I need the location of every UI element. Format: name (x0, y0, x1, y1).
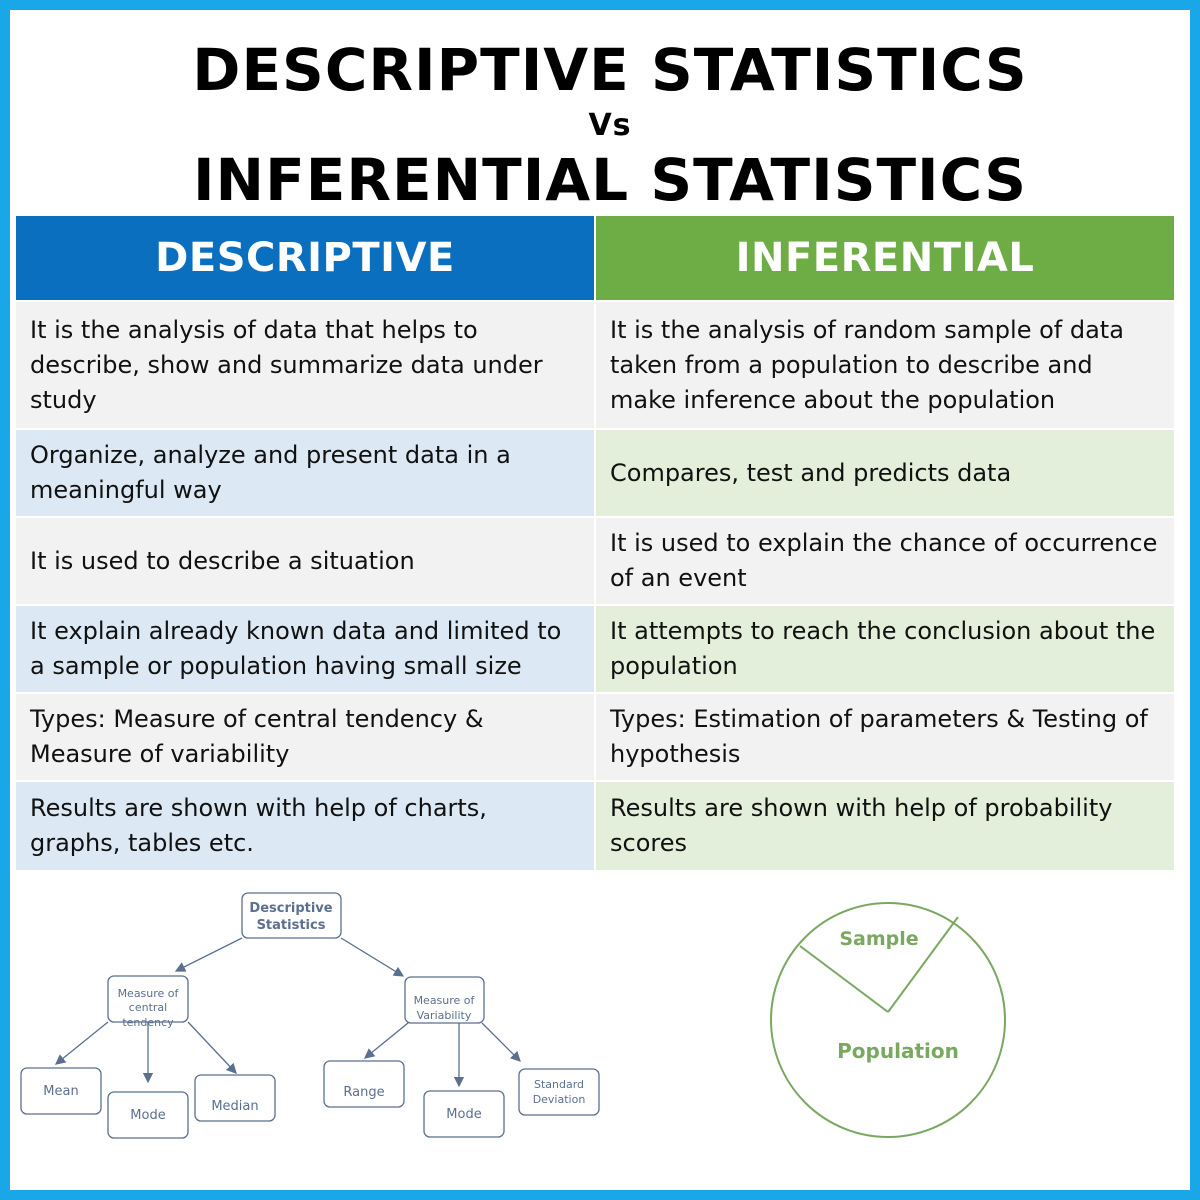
tree-range-label: Range (343, 1085, 385, 1100)
tree-mode-2-label: Mode (446, 1107, 482, 1122)
tree-root-line-2: Statistics (256, 918, 326, 933)
title-vs: Vs (588, 108, 632, 143)
inferential-row-6: Results are shown with help of probability scores (596, 782, 1174, 870)
inferential-row-4: It attempts to reach the conclusion about the population (596, 606, 1174, 692)
tree-node-median (195, 1075, 275, 1121)
inferential-row-1: It is the analysis of random sample of data taken from a population to describe and make inference about the population (596, 302, 1174, 428)
tree-mean-label: Mean (43, 1084, 79, 1099)
descriptive-row-1: It is the analysis of data that helps to describe, show and summarize data under study (16, 302, 594, 428)
title-line-1: DESCRIPTIVE STATISTICS (192, 36, 1028, 104)
title-line-2: INFERENTIAL STATISTICS (192, 146, 1028, 214)
tree-std-line-2: Deviation (532, 1093, 586, 1106)
tree-variability-line-2: Variability (416, 1009, 472, 1022)
tree-central-line-1: Measure of (117, 987, 179, 1000)
descriptive-row-3: It is used to describe a situation (16, 518, 594, 604)
descriptive-row-2: Organize, analyze and present data in a meaningful way (16, 430, 594, 516)
tree-std-line-1: Standard (533, 1078, 585, 1091)
tree-mode-1-label: Mode (130, 1108, 166, 1123)
tree-median-label: Median (211, 1099, 259, 1114)
tree-central-line-3: tendency (122, 1016, 174, 1029)
sample-label: Sample (839, 928, 919, 950)
descriptive-row-6: Results are shown with help of charts, graphs, tables etc. (16, 782, 594, 870)
sample-slice-line-left (800, 946, 888, 1012)
sample-population-diagram (750, 890, 1040, 1150)
inferential-row-2: Compares, test and predicts data (596, 430, 1174, 516)
tree-root-line-1: Descriptive (249, 901, 333, 916)
descriptive-row-5: Types: Measure of central tendency & Measure of variability (16, 694, 594, 780)
tree-node-range (324, 1061, 404, 1107)
tree-variability-line-1: Measure of (413, 994, 475, 1007)
descriptive-statistics-tree (10, 880, 630, 1190)
descriptive-row-4: It explain already known data and limited to a sample or population having small size (16, 606, 594, 692)
inferential-row-3: It is used to explain the chance of occurrence of an event (596, 518, 1174, 604)
header-inferential: INFERENTIAL (596, 216, 1174, 300)
tree-node-std (519, 1069, 599, 1115)
tree-central-line-2: central (128, 1001, 168, 1014)
header-descriptive: DESCRIPTIVE (16, 216, 594, 300)
inferential-row-5: Types: Estimation of parameters & Testing of hypothesis (596, 694, 1174, 780)
population-label: Population (837, 1039, 959, 1063)
